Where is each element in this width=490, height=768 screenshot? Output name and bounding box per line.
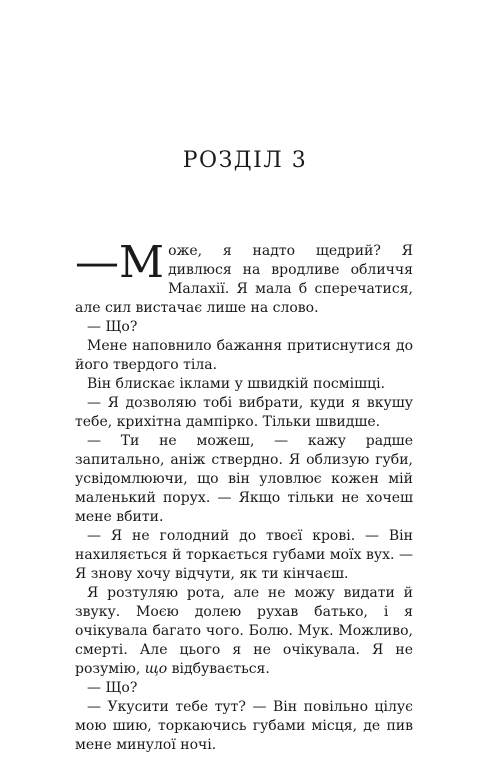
paragraph-4: Він блискає іклами у швидкій посмішці. (87, 376, 386, 392)
paragraph-1-text: оже, я надто щедрий? Я дивлюся на вродливе обличчя Малахії. Я мала б сперечатися, але сил вистачає лише на слово. (75, 243, 413, 316)
emphasis-after: відбувається. (167, 661, 270, 677)
paragraph-3: Мене наповнило бажання притиснутися до його твердого тіла. (75, 338, 413, 373)
paragraph-8 (75, 584, 413, 679)
paragraph-10: — Укусити тебе тут? — Він повільно цілує мою шию, торкаючись губами місця, де пив мене минулої ночі. (75, 699, 413, 753)
paragraph-7: — Я не голодний до твоєї крові. — Він нахиляється й торкається губами моїх вух. — Я знову хочу відчути, як ти кінчаєш. (75, 528, 413, 582)
paragraph-6: — Ти не можеш, — кажу радше запитально, аніж ствердно. Я облизую губи, усвідомлюючи, що він уловлює кожен мій маленький порух. — Якщо тільки не хочеш мене вбити. (75, 433, 413, 525)
drop-cap: —М (75, 237, 165, 288)
paragraph-9: — Що? (87, 680, 138, 696)
emphasis-word: що (144, 661, 168, 677)
body-text (75, 237, 413, 755)
chapter-title: РОЗДІЛ 3 (182, 148, 308, 173)
paragraph-8-text: Я розтуляю рота, але не можу видати й звуку. Моєю долею рухав батько, і я очікувала багато чого. Болю. Мук. Можливо, смерті. Але цього я не очікувала. Я не розумію, (75, 585, 413, 677)
paragraph-5: — Я дозволяю тобі вибрати, куди я вкушу тебе, крихітна дампірко. Тільки швидше. (75, 395, 413, 430)
paragraph-1 (75, 237, 413, 318)
paragraph-2: — Що? (87, 319, 138, 335)
